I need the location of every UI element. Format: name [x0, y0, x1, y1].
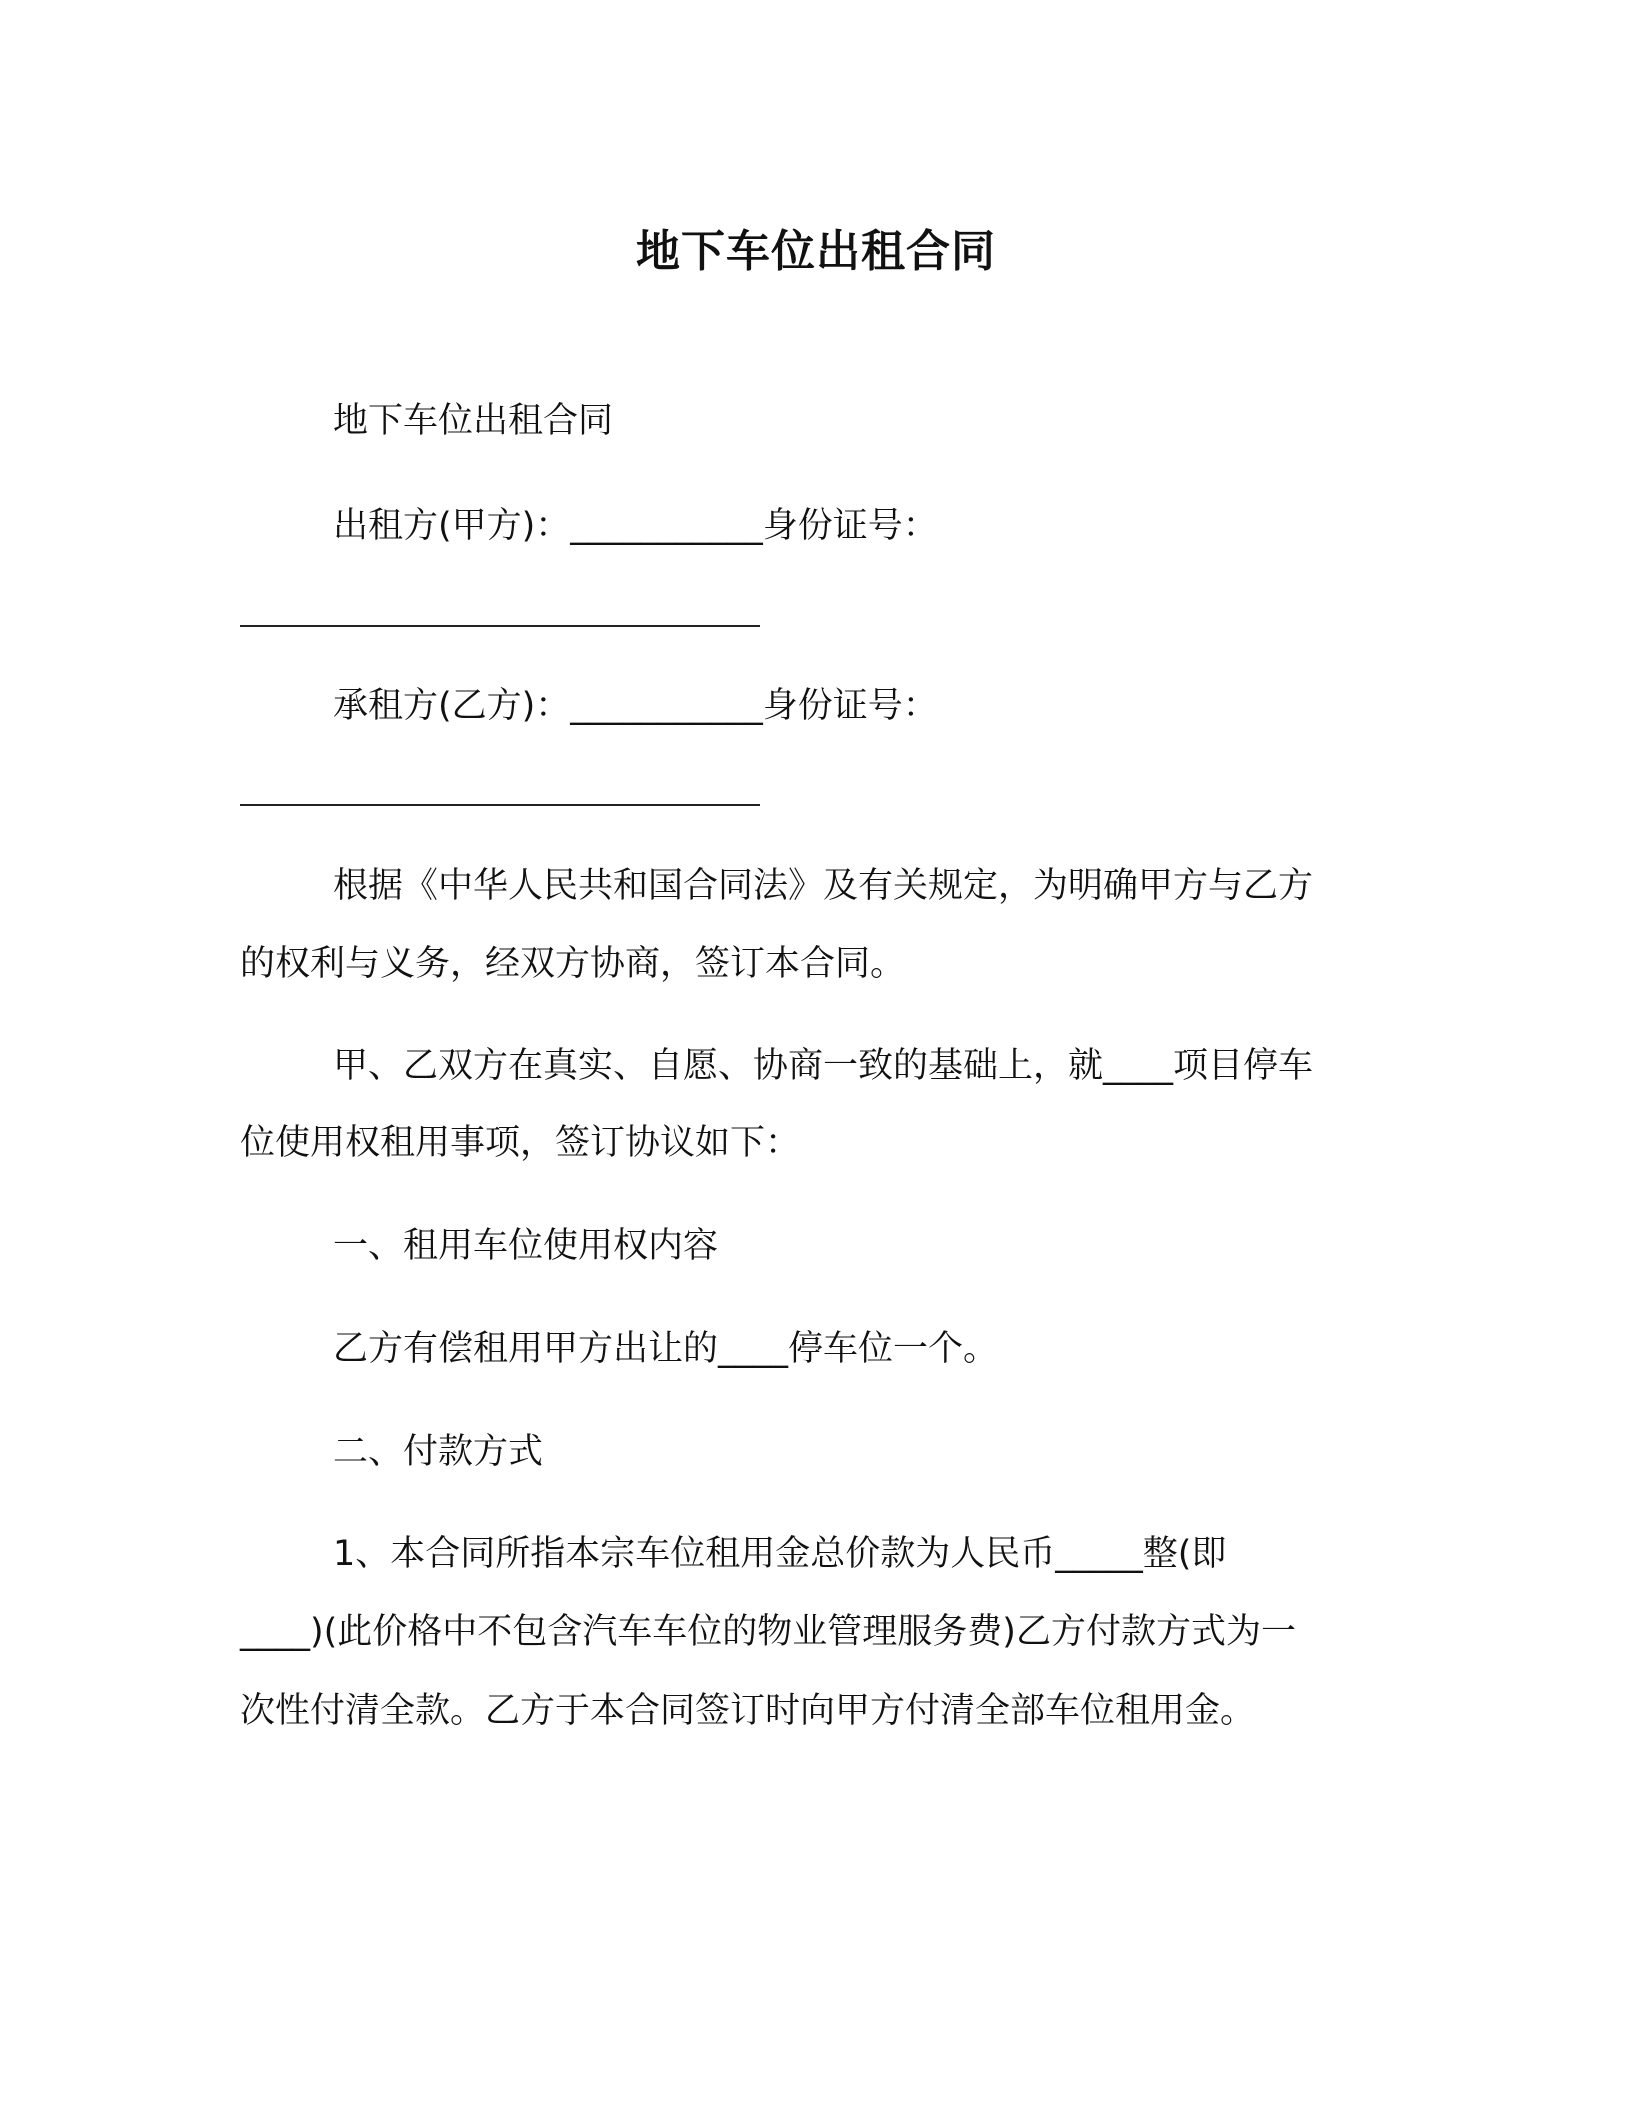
section-1-body: 乙方有偿租用甲方出让的____停车位一个。 [333, 1329, 999, 1369]
clause-1-line-2: ____)(此价格中不包含汽车车位的物业管理服务费)乙方付款方式为一 [240, 1612, 1296, 1652]
section-2-heading: 二、付款方式 [333, 1432, 544, 1472]
clause-1-line-3: 次性付清全款。乙方于本合同签订时向甲方付清全部车位租用金。 [240, 1691, 1256, 1731]
document-title: 地下车位出租合同 [636, 226, 996, 277]
clause-1-line-1: 1、本合同所指本宗车位租用金总价款为人民币_____整(即 [333, 1534, 1227, 1574]
basis-paragraph-line-2: 的权利与义务，经双方协商，签订本合同。 [240, 944, 906, 984]
document-subtitle: 地下车位出租合同 [333, 401, 614, 441]
basis-paragraph-line-1: 根据《中华人民共和国合同法》及有关规定，为明确甲方与乙方 [333, 866, 1314, 906]
lessee-line: 承租方(乙方)：___________身份证号： [333, 686, 938, 726]
lessor-line: 出租方(甲方)：___________身份证号： [333, 506, 938, 546]
lessor-id-blank [240, 625, 760, 627]
lessee-id-blank [240, 804, 760, 806]
agreement-paragraph-line-2: 位使用权租用事项，签订协议如下： [240, 1123, 801, 1163]
section-1-heading: 一、租用车位使用权内容 [333, 1226, 719, 1266]
agreement-paragraph-line-1: 甲、乙双方在真实、自愿、协商一致的基础上，就____项目停车 [333, 1046, 1314, 1086]
